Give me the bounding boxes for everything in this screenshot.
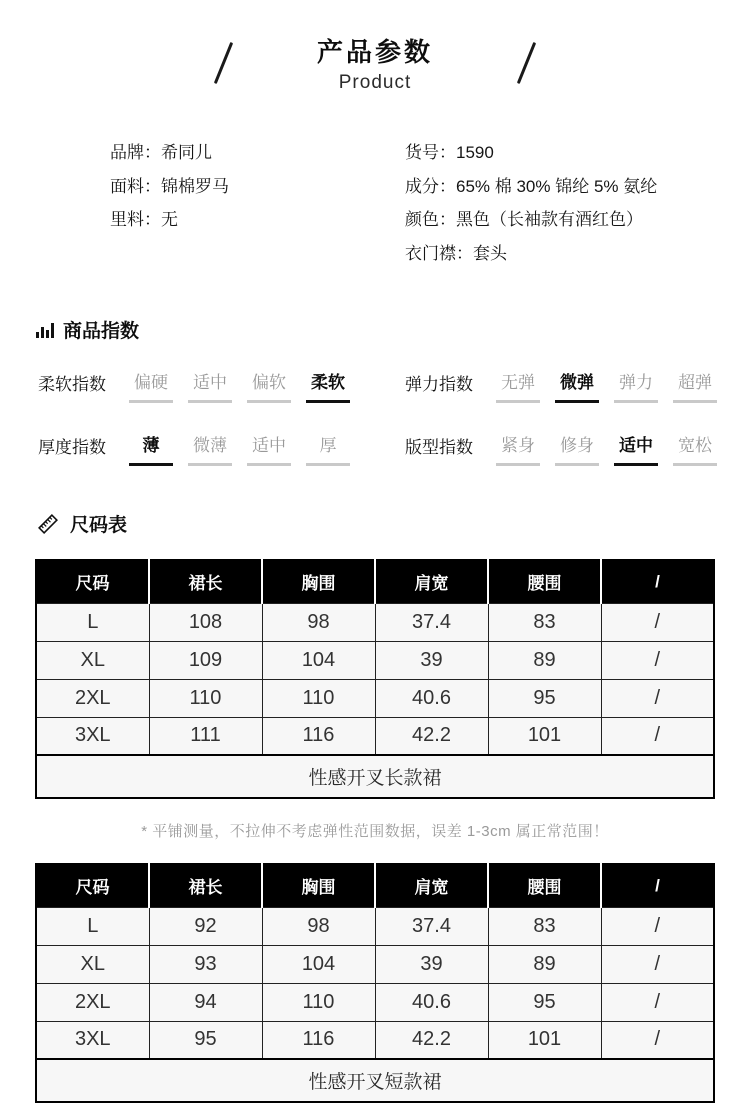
index-group-softness: [38, 373, 405, 403]
table-cell: /: [601, 945, 714, 983]
table-cell: 3XL: [36, 1021, 149, 1059]
table-cell: 108: [149, 603, 262, 641]
slash-decoration-left: [214, 42, 233, 84]
table-cell: 116: [262, 717, 375, 755]
table-cell: 42.2: [375, 1021, 488, 1059]
index-option: 紧身: [496, 436, 540, 466]
product-index-grid: [0, 373, 750, 466]
table-footer-row: [36, 1059, 714, 1102]
info-value: 65% 棉 30% 锦纶 5% 氨纶: [456, 176, 658, 196]
product-info: [0, 136, 750, 270]
index-option-selected: 适中: [614, 436, 658, 466]
table-cell: 83: [488, 907, 601, 945]
table-footer-row: [36, 755, 714, 798]
table-header-cell: /: [601, 864, 714, 907]
table-cell: 93: [149, 945, 262, 983]
table-cell: 98: [262, 603, 375, 641]
table-cell: 39: [375, 945, 488, 983]
index-option: 修身: [555, 436, 599, 466]
table-cell: 95: [488, 983, 601, 1021]
index-label: 柔软指数: [38, 375, 106, 394]
table-cell: 37.4: [375, 603, 488, 641]
info-value: 黑色（长袖款有酒红色）: [456, 210, 643, 229]
table-cell: /: [601, 983, 714, 1021]
index-option: 超弹: [673, 373, 717, 403]
table-cell: 42.2: [375, 717, 488, 755]
slash-decoration-right: [517, 42, 536, 84]
page-subtitle: Product: [338, 72, 412, 93]
index-option-selected: 薄: [129, 436, 173, 466]
table-header-cell: 胸围: [262, 864, 375, 907]
product-info-left: [110, 136, 405, 270]
table-cell: 109: [149, 641, 262, 679]
table-cell: /: [601, 1021, 714, 1059]
size-chart-section: [0, 510, 750, 1103]
table-cell: 104: [262, 945, 375, 983]
table-cell: 95: [488, 679, 601, 717]
info-label: 衣门襟：: [405, 243, 473, 263]
table-header-cell: 尺码: [36, 560, 149, 603]
table-cell: XL: [36, 945, 149, 983]
table-cell: XL: [36, 641, 149, 679]
table-footer-label: 性感开叉长款裙: [36, 755, 714, 798]
index-option-selected: 柔软: [306, 373, 350, 403]
index-label: 弹力指数: [405, 375, 473, 394]
info-label: 里料：: [110, 210, 161, 229]
table-cell: 37.4: [375, 907, 488, 945]
table-cell: 2XL: [36, 679, 149, 717]
table-header-cell: 胸围: [262, 560, 375, 603]
info-value: 套头: [473, 243, 507, 263]
table-header-cell: 肩宽: [375, 864, 488, 907]
info-label: 面料：: [110, 176, 161, 196]
table-row: [36, 603, 714, 641]
page-header: [0, 0, 750, 94]
table-cell: 92: [149, 907, 262, 945]
table-cell: 110: [149, 679, 262, 717]
product-index-section: [0, 316, 750, 466]
table-cell: 39: [375, 641, 488, 679]
table-header-cell: 尺码: [36, 864, 149, 907]
info-row: [405, 170, 750, 204]
index-option: 无弹: [496, 373, 540, 403]
info-row: [110, 170, 405, 204]
table-cell: 110: [262, 679, 375, 717]
index-option: 微薄: [188, 436, 232, 466]
info-value: 希同儿: [161, 143, 212, 162]
ruler-icon: [36, 512, 60, 536]
table-header-cell: 裙长: [149, 560, 262, 603]
table-cell: /: [601, 641, 714, 679]
table-cell: /: [601, 679, 714, 717]
table-cell: 110: [262, 983, 375, 1021]
size-chart-title: [0, 510, 750, 537]
table-row: [36, 983, 714, 1021]
page-title: 产品参数: [316, 37, 433, 67]
measurement-note: * 平铺测量，不拉伸不考虑弹性范围数据，误差 1-3cm 属正常范围！: [141, 823, 609, 840]
table-cell: /: [601, 717, 714, 755]
table-row: [36, 641, 714, 679]
index-option: 宽松: [673, 436, 717, 466]
table-cell: 89: [488, 945, 601, 983]
index-option: 偏软: [247, 373, 291, 403]
product-index-title-text: 商品指数: [63, 321, 140, 342]
index-option: 偏硬: [129, 373, 173, 403]
table-cell: /: [601, 603, 714, 641]
table-cell: 104: [262, 641, 375, 679]
table-cell: 95: [149, 1021, 262, 1059]
table-row: [36, 907, 714, 945]
index-group-elasticity: [405, 373, 750, 403]
info-label: 货号：: [405, 143, 456, 162]
table-cell: 94: [149, 983, 262, 1021]
table-cell: L: [36, 907, 149, 945]
table-header-row: [36, 560, 714, 603]
table-cell: 89: [488, 641, 601, 679]
index-option: 厚: [306, 436, 350, 466]
table-header-cell: /: [601, 560, 714, 603]
table-cell: 3XL: [36, 717, 149, 755]
table-cell: 40.6: [375, 679, 488, 717]
info-value: 锦棉罗马: [161, 176, 229, 196]
info-value: 1590: [456, 143, 494, 162]
info-row: [405, 237, 750, 271]
size-table-long-dress: [35, 559, 715, 799]
index-option: 适中: [188, 373, 232, 403]
info-label: 成分：: [405, 176, 456, 196]
index-option: 弹力: [614, 373, 658, 403]
table-cell: 116: [262, 1021, 375, 1059]
info-row: [110, 136, 405, 170]
index-group-fit: [405, 436, 750, 466]
size-chart-title-text: 尺码表: [70, 515, 128, 536]
table-header-row: [36, 864, 714, 907]
info-row: [405, 136, 750, 170]
info-label: 颜色：: [405, 210, 456, 229]
size-table-short-dress: [35, 863, 715, 1103]
table-cell: 101: [488, 1021, 601, 1059]
index-option: 适中: [247, 436, 291, 466]
index-group-thickness: [38, 436, 405, 466]
table-cell: 98: [262, 907, 375, 945]
table-cell: L: [36, 603, 149, 641]
table-header-cell: 腰围: [488, 560, 601, 603]
table-footer-label: 性感开叉短款裙: [36, 1059, 714, 1102]
info-value: 无: [161, 210, 178, 229]
table-header-cell: 腰围: [488, 864, 601, 907]
table-cell: 111: [149, 717, 262, 755]
bar-chart-icon: [36, 321, 54, 338]
index-option-selected: 微弹: [555, 373, 599, 403]
table-row: [36, 945, 714, 983]
product-info-right: [405, 136, 750, 270]
table-cell: 83: [488, 603, 601, 641]
table-cell: 2XL: [36, 983, 149, 1021]
index-label: 厚度指数: [38, 438, 106, 457]
index-label: 版型指数: [405, 438, 473, 457]
table-cell: 40.6: [375, 983, 488, 1021]
table-cell: 101: [488, 717, 601, 755]
page-title-block: [317, 32, 433, 94]
info-row: [405, 203, 750, 237]
table-header-cell: 肩宽: [375, 560, 488, 603]
product-index-title: [0, 316, 750, 343]
table-row: [36, 1021, 714, 1059]
table-row: [36, 679, 714, 717]
table-cell: /: [601, 907, 714, 945]
table-header-cell: 裙长: [149, 864, 262, 907]
info-row: [110, 203, 405, 237]
info-label: 品牌：: [110, 143, 161, 162]
table-row: [36, 717, 714, 755]
